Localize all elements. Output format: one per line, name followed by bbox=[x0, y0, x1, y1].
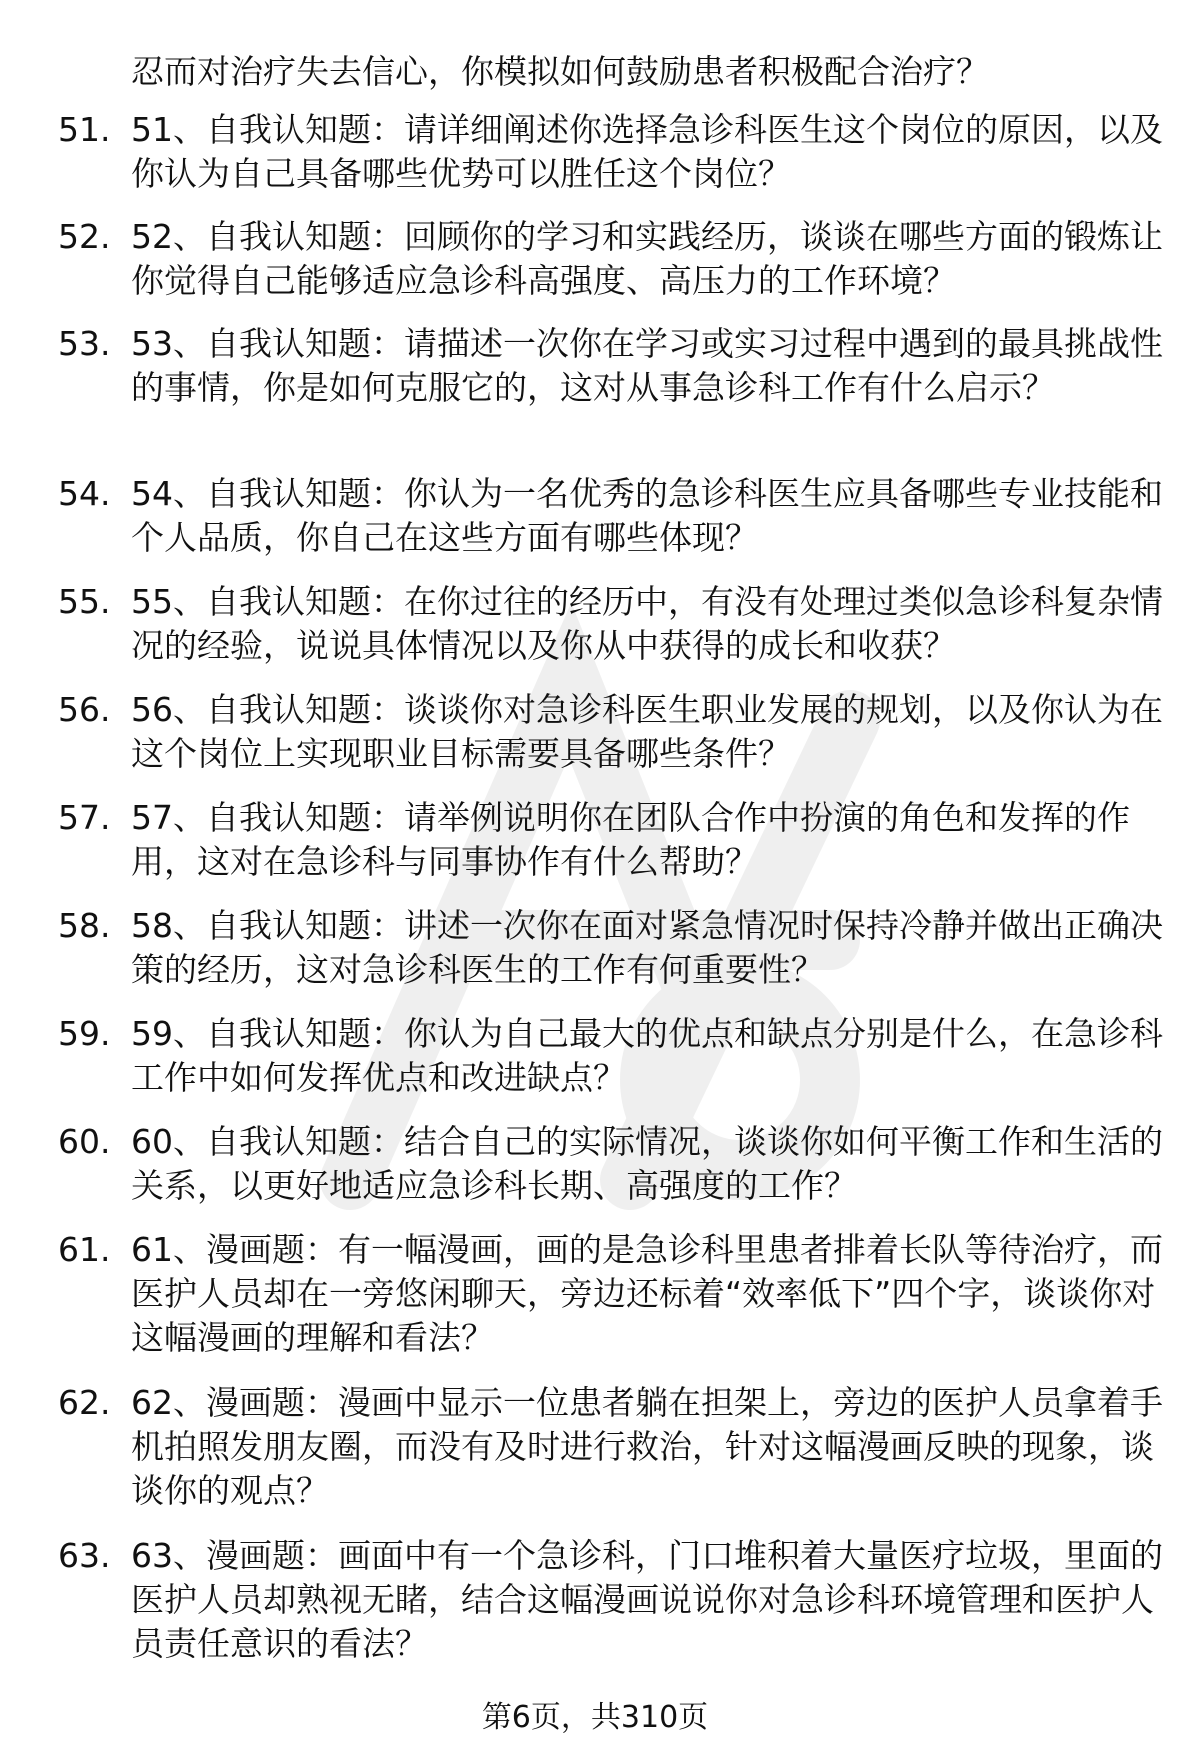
question-text: 56、自我认知题：谈谈你对急诊科医生职业发展的规划，以及你认为在这个岗位上实现职业目标需要具备哪些条件？ bbox=[131, 690, 1163, 773]
question-number: 59. bbox=[58, 1014, 111, 1053]
question-number: 54. bbox=[58, 474, 111, 513]
question-text: 52、自我认知题：回顾你的学习和实践经历，谈谈在哪些方面的锻炼让你觉得自己能够适应急诊科高强度、高压力的工作环境？ bbox=[131, 217, 1163, 300]
question-number: 62. bbox=[58, 1383, 111, 1422]
question-number: 52. bbox=[58, 217, 111, 256]
question-text: 63、漫画题：画面中有一个急诊科，门口堆积着大量医疗垃圾，里面的医护人员却熟视无睹，结合这幅漫画说说你对急诊科环境管理和医护人员责任意识的看法？ bbox=[131, 1536, 1163, 1663]
question-text: 53、自我认知题：请描述一次你在学习或实习过程中遇到的最具挑战性的事情，你是如何克服它的，这对从事急诊科工作有什么启示？ bbox=[131, 324, 1163, 407]
question-text: 54、自我认知题：你认为一名优秀的急诊科医生应具备哪些专业技能和个人品质，你自己在这些方面有哪些体现？ bbox=[131, 474, 1163, 557]
question-text: 57、自我认知题：请举例说明你在团队合作中扮演的角色和发挥的作用，这对在急诊科与同事协作有什么帮助？ bbox=[131, 798, 1130, 881]
question-number: 57. bbox=[58, 798, 111, 837]
question-text: 55、自我认知题：在你过往的经历中，有没有处理过类似急诊科复杂情况的经验，说说具体情况以及你从中获得的成长和收获？ bbox=[131, 582, 1163, 665]
question-text: 60、自我认知题：结合自己的实际情况，谈谈你如何平衡工作和生活的关系，以更好地适应急诊科长期、高强度的工作？ bbox=[131, 1122, 1163, 1205]
question-number: 58. bbox=[58, 906, 111, 945]
question-number: 56. bbox=[58, 690, 111, 729]
question-number: 61. bbox=[58, 1230, 111, 1269]
question-text: 58、自我认知题：讲述一次你在面对紧急情况时保持冷静并做出正确决策的经历，这对急诊科医生的工作有何重要性？ bbox=[131, 906, 1163, 989]
question-text: 61、漫画题：有一幅漫画，画的是急诊科里患者排着长队等待治疗，而医护人员却在一旁悠闲聊天，旁边还标着“效率低下”四个字，谈谈你对这幅漫画的理解和看法？ bbox=[131, 1230, 1163, 1357]
question-number: 60. bbox=[58, 1122, 111, 1161]
question-text: 51、自我认知题：请详细阐述你选择急诊科医生这个岗位的原因，以及你认为自己具备哪些优势可以胜任这个岗位？ bbox=[131, 110, 1163, 193]
page-footer: 第6页，共310页 bbox=[481, 1700, 709, 1735]
question-number: 53. bbox=[58, 324, 111, 363]
continuation-line: 忍而对治疗失去信心，你模拟如何鼓励患者积极配合治疗？ bbox=[131, 52, 989, 91]
question-number: 63. bbox=[58, 1536, 111, 1575]
question-number: 51. bbox=[58, 110, 111, 149]
question-number: 55. bbox=[58, 582, 111, 621]
question-text: 62、漫画题：漫画中显示一位患者躺在担架上，旁边的医护人员拿着手机拍照发朋友圈，而没有及时进行救治，针对这幅漫画反映的现象，谈谈你的观点？ bbox=[131, 1383, 1163, 1510]
question-text: 59、自我认知题：你认为自己最大的优点和缺点分别是什么，在急诊科工作中如何发挥优点和改进缺点？ bbox=[131, 1014, 1163, 1097]
